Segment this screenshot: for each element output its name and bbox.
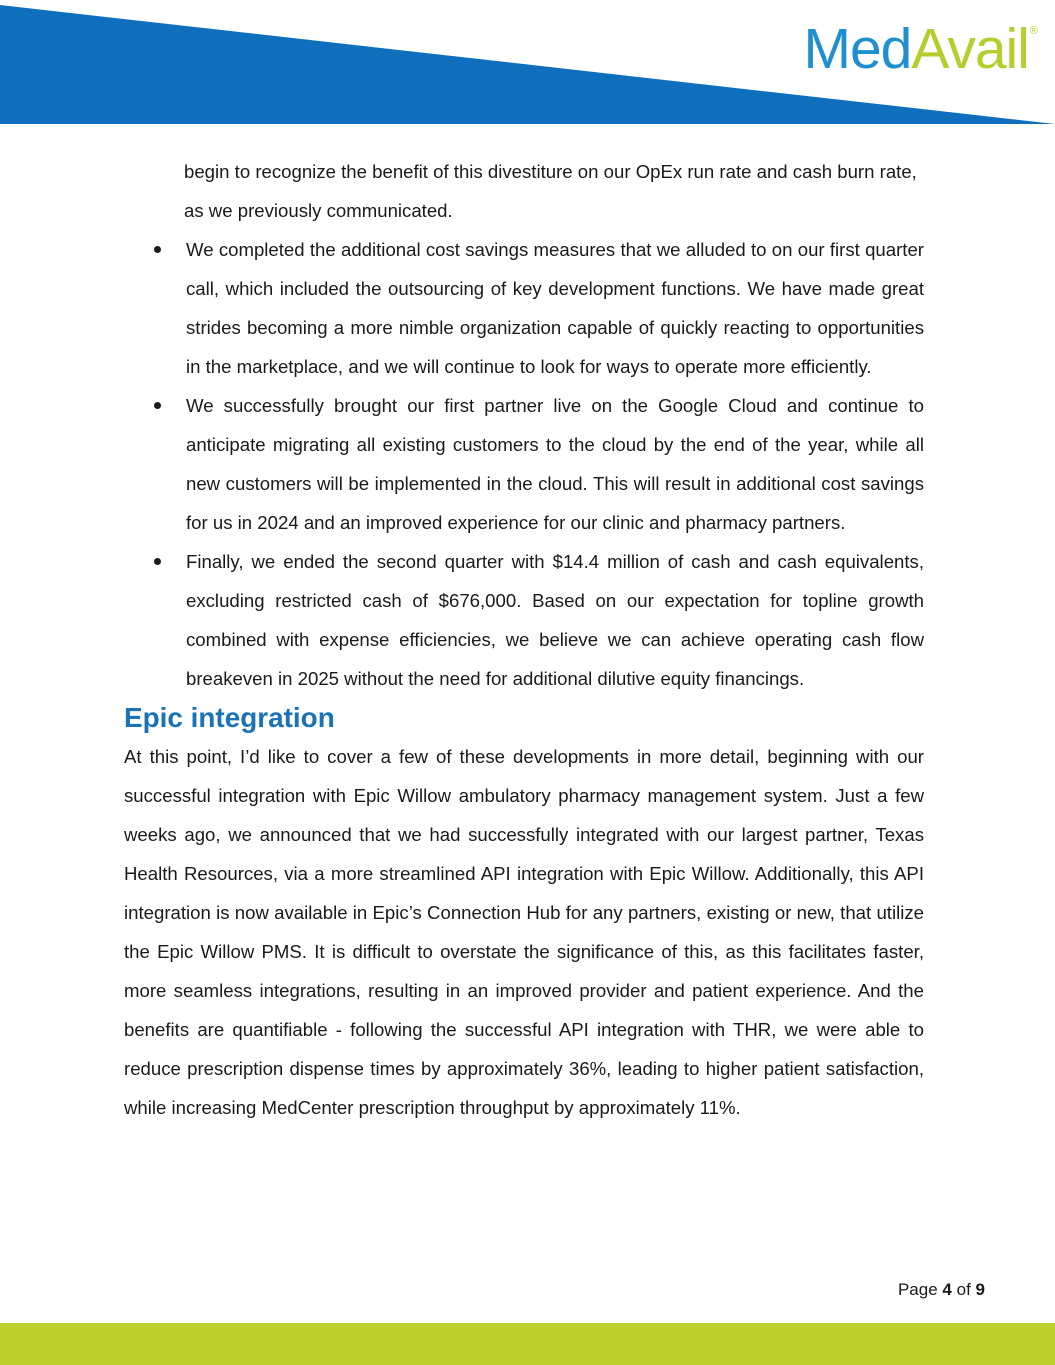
bullet-icon xyxy=(154,558,161,565)
bullet-text: We successfully brought our first partner live on the Google Cloud and continue to anticipate migrating all existing customers to the cloud by the end of the year, while all new customers will be implemented in the cloud. This will result in additional cost savings for us in 2024 and an improved experience for our clinic and pharmacy partners. xyxy=(186,395,924,533)
page-current: 4 xyxy=(942,1280,952,1299)
page-label: Page xyxy=(897,1280,938,1299)
bullet-item xyxy=(124,230,924,386)
bullet-icon xyxy=(154,246,161,253)
bullet-icon xyxy=(154,402,161,409)
bullet-item xyxy=(124,386,924,542)
bullet-item xyxy=(124,542,924,698)
logo-avail: Avail xyxy=(911,17,1029,81)
bullet-text: Finally, we ended the second quarter with $14.4 million of cash and cash equivalents, excluding restricted cash of $676,000. Based on our expectation for topline growth combined with expense efficiencies, we believe we can achieve operating cash flow breakeven in 2025 without the need for additional dilutive equity financings. xyxy=(186,551,924,689)
registered-mark: ® xyxy=(1029,25,1037,37)
section-body: At this point, I’d like to cover a few of these developments in more detail, beginning with our successful integration with Epic Willow ambulatory pharmacy management system. Just a few weeks ago, we announced that we had successfully integrated with our largest partner, Texas Health Resources, via a more streamlined API integration with Epic Willow. Additionally, this API integration is now available in Epic’s Connection Hub for any partners, existing or new, that utilize the Epic Willow PMS. It is difficult to overstate the significance of this, as this facilitates faster, more seamless integrations, resulting in an improved provider and patient experience. And the benefits are quantifiable - following the successful API integration with THR, we were able to reduce prescription dispense times by approximately 36%, leading to higher patient satisfaction, while increasing MedCenter prescription throughput by approximately 11%. xyxy=(124,746,924,1118)
section-heading: Epic integration xyxy=(124,702,335,733)
page-number xyxy=(898,1280,985,1300)
bullet-text: We completed the additional cost savings measures that we alluded to on our first quarter call, which included the outsourcing of key development functions. We have made great strides becoming a more nimble organization capable of quickly reacting to opportunities in the marketplace, and we will continue to look for ways to operate more efficiently. xyxy=(186,239,924,377)
logo-med: Med xyxy=(803,17,912,81)
page-total: 9 xyxy=(975,1280,985,1299)
header-banner xyxy=(0,0,1055,130)
continuation-paragraph: begin to recognize the benefit of this divestiture on our OpEx run rate and cash burn rate, as we previously communicated. xyxy=(184,161,917,221)
document-content xyxy=(124,152,924,1127)
bullet-list xyxy=(124,230,924,698)
company-logo xyxy=(803,14,1037,84)
footer-bar xyxy=(0,1323,1055,1365)
page-of: of xyxy=(956,1280,971,1299)
